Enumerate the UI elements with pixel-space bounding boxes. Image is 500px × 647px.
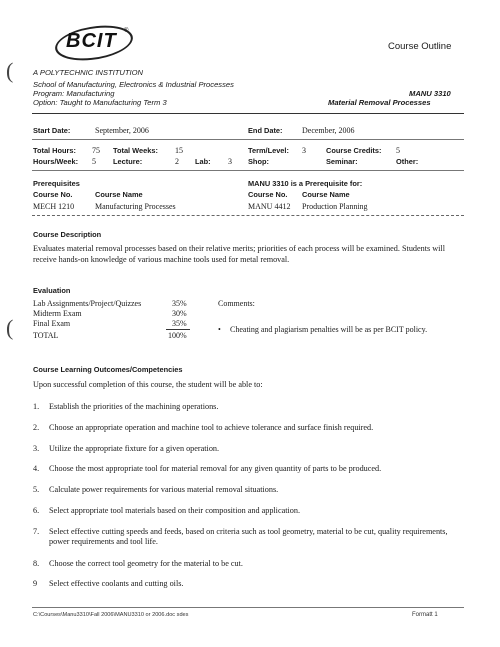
start-date-label: Start Date: [33, 126, 71, 135]
hours-week-label: Hours/Week: [33, 157, 79, 166]
hours-week-value: 5 [92, 157, 96, 166]
is-prereq-col-no: Course No. [248, 190, 288, 199]
footer-file-path: C:\Courses\Manu3310\Fall 2006\MANU3310 or 2006.doc sdes [33, 612, 189, 618]
institution-tagline: A POLYTECHNIC INSTITUTION [33, 68, 143, 77]
outcome-text: Utilize the appropriate fixture for a given operation. [49, 444, 220, 453]
term-level-label: Term/Level: [248, 146, 289, 155]
shop-label: Shop: [248, 157, 269, 166]
outcomes-heading: Course Learning Outcomes/Competencies [33, 365, 183, 374]
prerequisites-heading: Prerequisites [33, 179, 80, 188]
lab-value: 3 [228, 157, 232, 166]
description-text: Evaluates material removal processes based on their relative merits; priorities of each process will be examined. Students will receive hands-on knowledge of various machine tools used for metal removal. [33, 244, 445, 264]
end-date-value: December, 2006 [302, 126, 355, 135]
end-date-label: End Date: [248, 126, 283, 135]
school-name: School of Manufacturing, Electronics & Industrial Processes [33, 80, 234, 89]
document-type: Course Outline [388, 41, 452, 52]
course-title: Material Removal Processes [328, 98, 431, 107]
is-prereq-course-name: Production Planning [302, 202, 368, 211]
binder-hole-mark-top: ( [6, 58, 14, 83]
schedule-bottom-divider [32, 170, 464, 171]
binder-hole-mark-bottom: ( [6, 315, 14, 340]
start-date-value: September, 2006 [95, 126, 149, 135]
eval-comments-label: Comments: [218, 299, 255, 308]
eval-row-pct: 30% [172, 309, 187, 318]
outcome-text: Choose an appropriate operation and machine tool to achieve tolerance and surface finish required. [49, 423, 374, 432]
seminar-label: Seminar: [326, 157, 358, 166]
outcome-number: 2. [33, 423, 40, 432]
schedule-divider [32, 139, 464, 140]
outcome-number: 3. [33, 444, 40, 453]
eval-row-pct: 35% [172, 299, 187, 308]
prereq-course-no: MECH 1210 [33, 202, 75, 211]
course-credits-value: 5 [396, 146, 400, 155]
lab-label: Lab: [195, 157, 211, 166]
outcome-number: 1. [33, 402, 40, 411]
lecture-value: 2 [175, 157, 179, 166]
eval-row-pct: 100% [168, 331, 187, 340]
prereq-course-name: Manufacturing Processes [95, 202, 176, 211]
outcome-number: 4. [33, 464, 40, 473]
eval-row-label: Midterm Exam [33, 309, 82, 318]
outcome-number: 7. [33, 527, 40, 536]
is-prereq-heading: MANU 3310 is a Prerequisite for: [248, 179, 363, 188]
other-label: Other: [396, 157, 419, 166]
eval-row-label: TOTAL [33, 331, 59, 340]
outcome-text: Select appropriate tool materials based on their composition and application. [49, 506, 301, 515]
program-name: Program: Manufacturing [33, 89, 115, 98]
prereq-col-no: Course No. [33, 190, 73, 199]
course-code: MANU 3310 [409, 89, 451, 98]
total-weeks-label: Total Weeks: [113, 146, 158, 155]
eval-row-label: Lab Assignments/Project/Quizzes [33, 299, 142, 308]
outcome-text: Select effective coolants and cutting oils. [49, 579, 184, 588]
outcome-text: Select effective cutting speeds and feeds, based on criteria such as tool geometry, material to be cut, quality requirements, power requirements and tool life. [49, 527, 448, 546]
outcome-text: Choose the most appropriate tool for material removal for any given quantity of parts to be produced. [49, 464, 382, 473]
outcome-text: Choose the correct tool geometry for the material to be cut. [49, 559, 243, 568]
eval-comment-text: Cheating and plagiarism penalties will be as per BCIT policy. [230, 325, 428, 334]
prereq-divider [32, 215, 464, 216]
header-divider [32, 113, 464, 114]
outcome-text: Establish the priorities of the machining operations. [49, 402, 219, 411]
evaluation-heading: Evaluation [33, 286, 71, 295]
bcit-logo-text: BCIT [66, 30, 117, 52]
outcome-text: Calculate power requirements for various material removal situations. [49, 485, 279, 494]
is-prereq-col-name: Course Name [302, 190, 350, 199]
outcome-number: 8. [33, 559, 40, 568]
lecture-label: Lecture: [113, 157, 143, 166]
outcome-number: 9 [33, 579, 38, 588]
total-hours-value: 75 [92, 146, 100, 155]
eval-row-pct: 35% [172, 319, 187, 328]
total-hours-label: Total Hours: [33, 146, 76, 155]
outcomes-intro: Upon successful completion of this course, the student will be able to: [33, 380, 263, 389]
outcome-number: 5. [33, 485, 40, 494]
course-credits-label: Course Credits: [326, 146, 382, 155]
eval-total-rule [166, 329, 190, 330]
outcome-number: 6. [33, 506, 40, 515]
term-level-value: 3 [302, 146, 306, 155]
option-name: Option: Taught to Manufacturing Term 3 [33, 98, 167, 107]
registered-mark: ® [124, 28, 129, 34]
footer-divider [32, 607, 464, 608]
comment-bullet-icon: • [218, 325, 221, 334]
is-prereq-course-no: MANU 4412 [248, 202, 291, 211]
eval-row-label: Final Exam [33, 319, 71, 328]
footer-page-number: Formatt 1 [412, 612, 438, 618]
description-heading: Course Description [33, 230, 102, 239]
prereq-col-name: Course Name [95, 190, 143, 199]
total-weeks-value: 15 [175, 146, 183, 155]
